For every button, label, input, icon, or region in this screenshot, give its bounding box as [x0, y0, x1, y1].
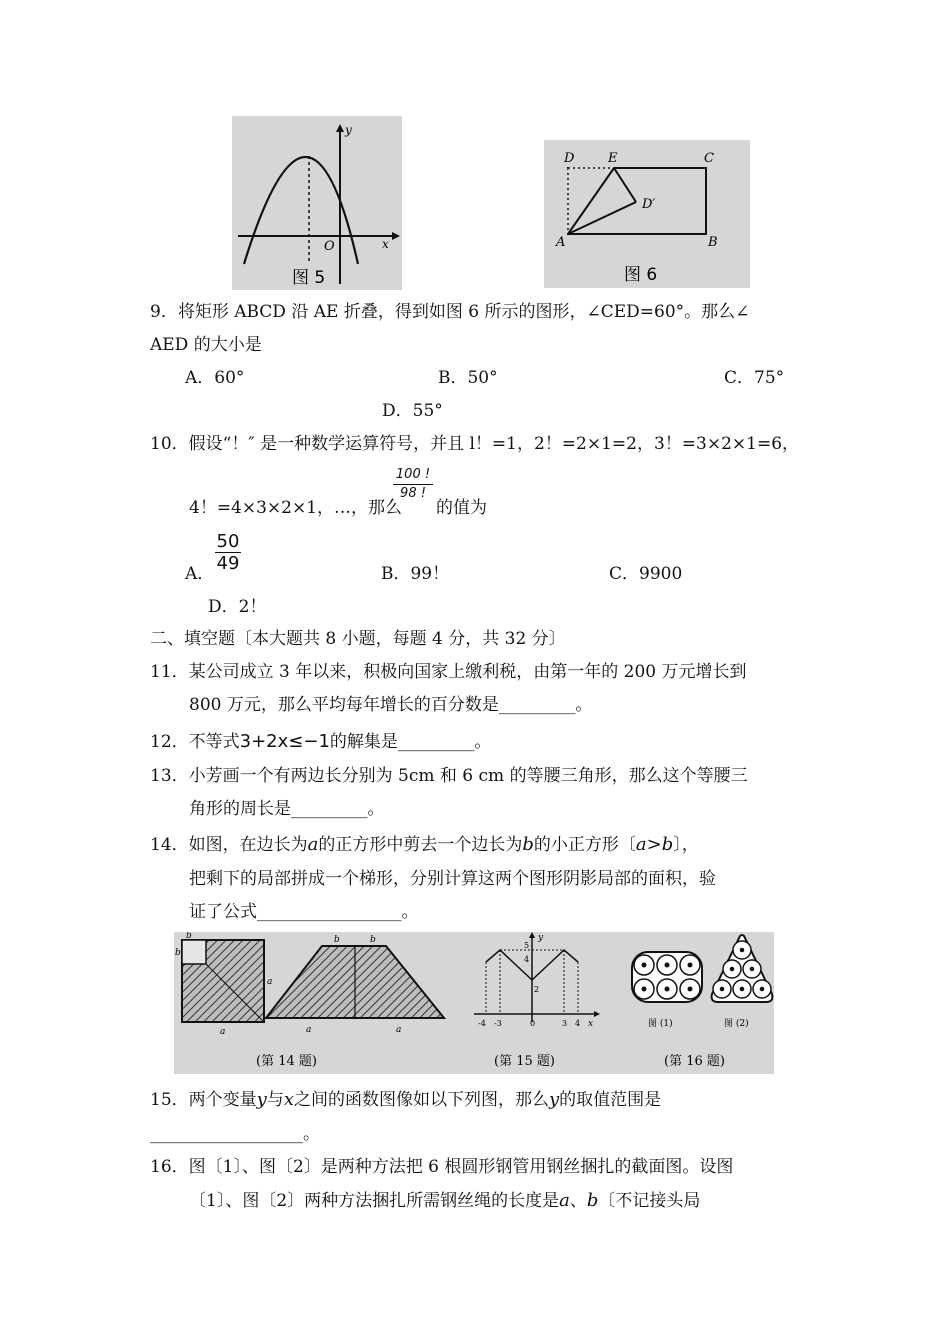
fig6-label-a: A [556, 235, 566, 250]
fig6-label-b: B [708, 235, 718, 250]
q16-part2: 〔不记接头局 [598, 1191, 701, 1211]
q10-option-b: B．99！ [381, 564, 450, 584]
q10-option-c: C．9900 [609, 564, 683, 584]
q15-x-tick-0: 0 [530, 1019, 536, 1028]
fig6-label-e: E [608, 151, 618, 166]
fig5-caption: 图 5 [292, 268, 326, 288]
q16-figure-2-caption: 图 (2) [724, 1019, 749, 1029]
q10-fraction [393, 466, 433, 503]
q10-option-d: D．2！ [208, 597, 267, 617]
figure-strip [174, 932, 774, 1074]
q10-fraction-denominator: 98 ! [393, 484, 433, 503]
fig6-label-c: C [704, 151, 714, 166]
section-2-heading: 二、填空题〔本大题共 8 小题，每题 4 分，共 32 分〕 [150, 629, 566, 649]
q14-square-figure [175, 932, 272, 1037]
q15-y-tick-4: 4 [524, 955, 530, 964]
q15-x-tick-4: 4 [575, 1019, 581, 1028]
q9-option-a: A．60° [185, 368, 245, 388]
figure-6 [544, 140, 750, 288]
q10-option-a-fraction [215, 531, 241, 574]
fig6-label-d: D [564, 151, 575, 166]
fig6-caption: 图 6 [624, 265, 658, 285]
q15-part2: 与 [266, 1090, 284, 1110]
q14-square-label-a-right: a [267, 977, 273, 987]
q15-axis-x: x [588, 1019, 594, 1029]
q14-square-label-b-left: b [175, 948, 181, 958]
q10-fraction-numerator: 100 ! [395, 467, 431, 482]
q12-suffix: 的解集是_________。 [329, 732, 492, 752]
q13-line1: 13．小芳画一个有两边长分别为 5cm 和 6 cm 的等腰三角形，那么这个等腰三 [150, 766, 748, 786]
q16-var-b: b [586, 1190, 599, 1211]
q16-line1: 16．图〔1〕、图〔2〕是两种方法把 6 根圆形钢管用钢丝捆扎的截面图。设图 [150, 1157, 734, 1177]
q16-figure-1 [632, 952, 702, 1029]
q9-option-d: D．55° [382, 401, 443, 421]
q15-part4: 的取值范围是 [559, 1090, 662, 1110]
q16-part1: 〔1〕、图〔2〕两种方法捆扎所需钢丝绳的长度是 [189, 1191, 560, 1211]
fig6-label-d-prime: D′ [642, 197, 656, 212]
q10-line1: 10．假设“！″ 是一种数学运算符号，并且 l！=1，2！=2×1=2，3！=3×2×1=6， [150, 434, 800, 454]
q10-option-a-numerator: 50 [216, 531, 240, 552]
q11-line2: 800 万元，那么平均每年增长的百分数是_________。 [189, 695, 593, 715]
caption-q14: (第 14 题) [256, 1054, 317, 1069]
q12-line [150, 732, 491, 752]
q15-axis-y: y [538, 933, 544, 943]
q14-line2: 把剩下的局部拼成一个梯形，分别计算这两个图形阴影局部的面积，验 [189, 869, 716, 889]
fig5-origin-label: O [324, 239, 335, 254]
q14-var-b: b [522, 834, 534, 855]
q15-var-y: y [256, 1089, 267, 1110]
q14-square-label-b-top: b [186, 932, 192, 941]
q15-var-y-2: y [548, 1089, 560, 1110]
q9-line2: AED 的大小是 [150, 335, 262, 355]
q15-x-tick-neg3: -3 [494, 1019, 502, 1028]
q10-option-a-denominator: 49 [216, 553, 240, 574]
q14-trapezoid-figure [266, 935, 444, 1035]
q16-figure-1-caption: 图 (1) [648, 1019, 673, 1029]
figure-5-graph [232, 116, 402, 290]
q15-line1 [150, 1090, 661, 1110]
q16-figure-2 [712, 935, 773, 1029]
q14-var-a: a [307, 834, 319, 855]
figure-5 [232, 116, 402, 290]
figure-6-graph [544, 140, 750, 288]
q14-square-label-a-bottom: a [220, 1027, 226, 1037]
q14-trap-label-a1: a [306, 1025, 312, 1035]
q9-option-c: C．75° [724, 368, 785, 388]
q11-line1: 11．某公司成立 3 年以来，积极向国家上缴利税，由第一年的 200 万元增长到 [150, 662, 747, 682]
q15-graph-figure [474, 932, 600, 1029]
q14-part1: 14．如图，在边长为 [150, 835, 308, 855]
q15-x-tick-3: 3 [562, 1019, 568, 1028]
q14-part3: 的小正方形〔 [533, 835, 636, 855]
figure-strip-graphics [174, 932, 774, 1074]
q14-trap-label-b1: b [334, 935, 340, 945]
q15-y-tick-2: 2 [534, 985, 540, 994]
q15-x-tick-neg4: -4 [478, 1019, 486, 1028]
q10-line2-end: 的值为 [436, 498, 487, 518]
q15-var-x: x [283, 1089, 294, 1110]
q15-line2: __________________。 [150, 1124, 320, 1144]
q14-part4: 〕， [673, 835, 699, 855]
q12-prefix: 12．不等式 [150, 732, 240, 752]
q14-line3: 证了公式_________________。 [189, 902, 419, 922]
q15-part3: 之间的函数图像如以下列图，那么 [293, 1090, 549, 1110]
q12-expression: 3+2x≤−1 [239, 731, 330, 752]
q14-trap-label-a2: a [396, 1025, 402, 1035]
q14-line1 [150, 835, 699, 855]
q16-line2 [189, 1191, 700, 1211]
q14-trap-label-b2: b [370, 935, 376, 945]
fig5-y-label: y [345, 123, 352, 137]
q13-line2: 角形的周长是_________。 [189, 799, 385, 819]
q16-sep: 、 [569, 1191, 587, 1211]
q10-option-a-prefix: A． [185, 564, 215, 584]
q14-condition: a>b [635, 834, 674, 855]
caption-q16: (第 16 题) [664, 1054, 725, 1069]
q16-var-a: a [559, 1190, 570, 1211]
q9-option-b: B．50° [438, 368, 498, 388]
caption-q15: (第 15 题) [494, 1054, 555, 1069]
q10-line2-start: 4！=4×3×2×1，…，那么 [189, 498, 403, 518]
q9-line1: 9．将矩形 ABCD 沿 AE 折叠，得到如图 6 所示的图形，∠CED=60°。那么∠ [150, 302, 750, 322]
q15-part1: 15．两个变量 [150, 1090, 257, 1110]
q15-y-tick-5: 5 [524, 941, 530, 950]
fig5-x-label: x [382, 237, 389, 251]
q14-part2: 的正方形中剪去一个边长为 [318, 835, 523, 855]
